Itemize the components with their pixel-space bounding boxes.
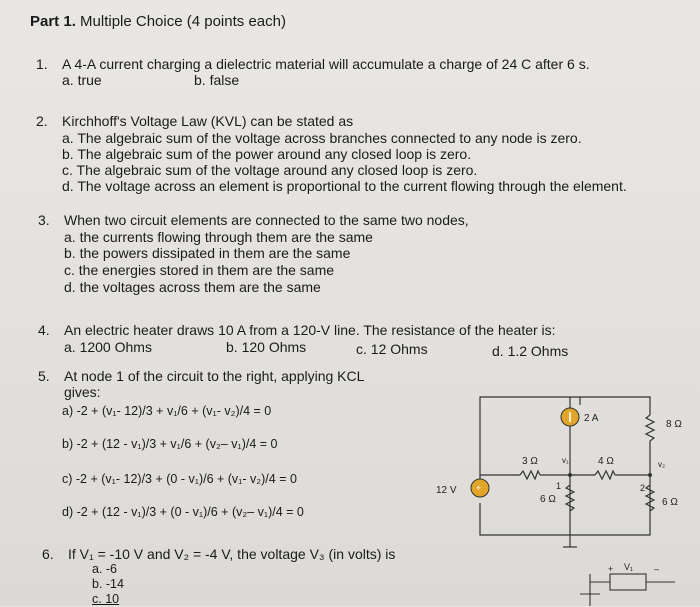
part-description: Multiple Choice (4 points each) bbox=[80, 13, 286, 30]
q5-option-b: b) -2 + (12 - v₁)/3 + v₁/6 + (v₂– v₁)/4 = 0 bbox=[62, 437, 278, 451]
q4-number: 4. bbox=[38, 322, 50, 338]
q3-option-b: b. the powers dissipated in them are the same bbox=[64, 245, 351, 261]
q6-minus-icon: – bbox=[654, 564, 660, 574]
label-node-2: 2 bbox=[640, 483, 646, 493]
q4-option-b: b. 120 Ohms bbox=[226, 339, 307, 355]
resistor-3ohm bbox=[520, 471, 540, 479]
q1-text: A 4-A current charging a dielectric material will accumulate a charge of 24 C after 6 s. bbox=[62, 56, 590, 72]
node-2-dot bbox=[648, 473, 652, 477]
q1-number: 1. bbox=[36, 56, 48, 72]
q6-option-c: c. 10 bbox=[92, 592, 120, 606]
label-v1: v₁ bbox=[562, 456, 569, 465]
q5-option-a: a) -2 + (v₁- 12)/3 + v₁/6 + (v₁- v₂)/4 = 0 bbox=[62, 404, 272, 418]
q6-text: If V₁ = -10 V and V₂ = -4 V, the voltage V₃ (in volts) is bbox=[68, 546, 396, 562]
resistor-8ohm bbox=[646, 415, 654, 463]
q2-option-c: c. The algebraic sum of the voltage around any closed loop is zero. bbox=[62, 162, 478, 178]
q6-circuit-diagram bbox=[570, 560, 700, 606]
q5-option-d: d) -2 + (12 - v₁)/3 + (0 - v₁)/6 + (v₂– v₁)/4 = 0 bbox=[62, 505, 304, 519]
q3-option-a: a. the currents flowing through them are the same bbox=[64, 229, 373, 245]
q5-text-line2: gives: bbox=[64, 384, 101, 400]
q6-label-v1: V₁ bbox=[624, 562, 634, 572]
label-12v: 12 V bbox=[436, 485, 457, 496]
q4-option-a: a. 1200 Ohms bbox=[64, 339, 152, 355]
voltage-source-plus-icon: + bbox=[476, 483, 482, 493]
q2-option-d: d. The voltage across an element is proportional to the current flowing through the element. bbox=[62, 178, 627, 194]
q5-option-c: c) -2 + (v₁- 12)/3 + (0 - v₁)/6 + (v₁- v₂)/4 = 0 bbox=[62, 472, 297, 486]
q2-text: Kirchhoff's Voltage Law (KVL) can be stated as bbox=[62, 113, 354, 129]
label-4ohm: 4 Ω bbox=[598, 456, 614, 467]
label-6ohm-right: 6 Ω bbox=[662, 497, 678, 508]
kcl-circuit-diagram bbox=[420, 385, 700, 560]
part-label: Part 1. bbox=[30, 13, 76, 30]
q6-option-b: b. -14 bbox=[92, 577, 124, 591]
circuit-wire-bottom bbox=[480, 463, 650, 535]
q4-option-c: c. 12 Ohms bbox=[356, 341, 428, 357]
q6-option-a: a. -6 bbox=[92, 562, 118, 576]
q2-option-a: a. The algebraic sum of the voltage across branches connected to any node is zero. bbox=[62, 130, 582, 146]
q6-number: 6. bbox=[42, 546, 54, 562]
q3-text: When two circuit elements are connected to the same two nodes, bbox=[64, 212, 469, 228]
q6-plus-icon: + bbox=[608, 564, 614, 574]
q3-option-d: d. the voltages across them are the same bbox=[64, 279, 321, 295]
label-6ohm-middle: 6 Ω bbox=[540, 494, 556, 505]
node-1-dot bbox=[568, 473, 572, 477]
q3-number: 3. bbox=[38, 212, 50, 228]
q2-number: 2. bbox=[36, 113, 48, 129]
part-heading bbox=[30, 14, 286, 30]
label-2a: 2 A bbox=[584, 413, 599, 424]
q6-circuit-element bbox=[610, 574, 646, 590]
resistor-4ohm bbox=[595, 471, 615, 479]
q2-option-b: b. The algebraic sum of the power around any closed loop is zero. bbox=[62, 146, 472, 162]
q5-text-line1: At node 1 of the circuit to the right, applying KCL bbox=[64, 368, 365, 384]
label-8ohm: 8 Ω bbox=[666, 419, 682, 430]
q4-text: An electric heater draws 10 A from a 120-V line. The resistance of the heater is: bbox=[64, 322, 556, 338]
label-v2: v₂ bbox=[658, 460, 666, 469]
q4-option-d: d. 1.2 Ohms bbox=[492, 343, 569, 359]
q1-option-a: a. true bbox=[62, 72, 102, 88]
label-3ohm: 3 Ω bbox=[522, 456, 538, 467]
label-node-1: 1 bbox=[556, 481, 562, 491]
q3-option-c: c. the energies stored in them are the same bbox=[64, 262, 335, 278]
q5-number: 5. bbox=[38, 368, 50, 384]
q1-option-b: b. false bbox=[194, 72, 240, 88]
